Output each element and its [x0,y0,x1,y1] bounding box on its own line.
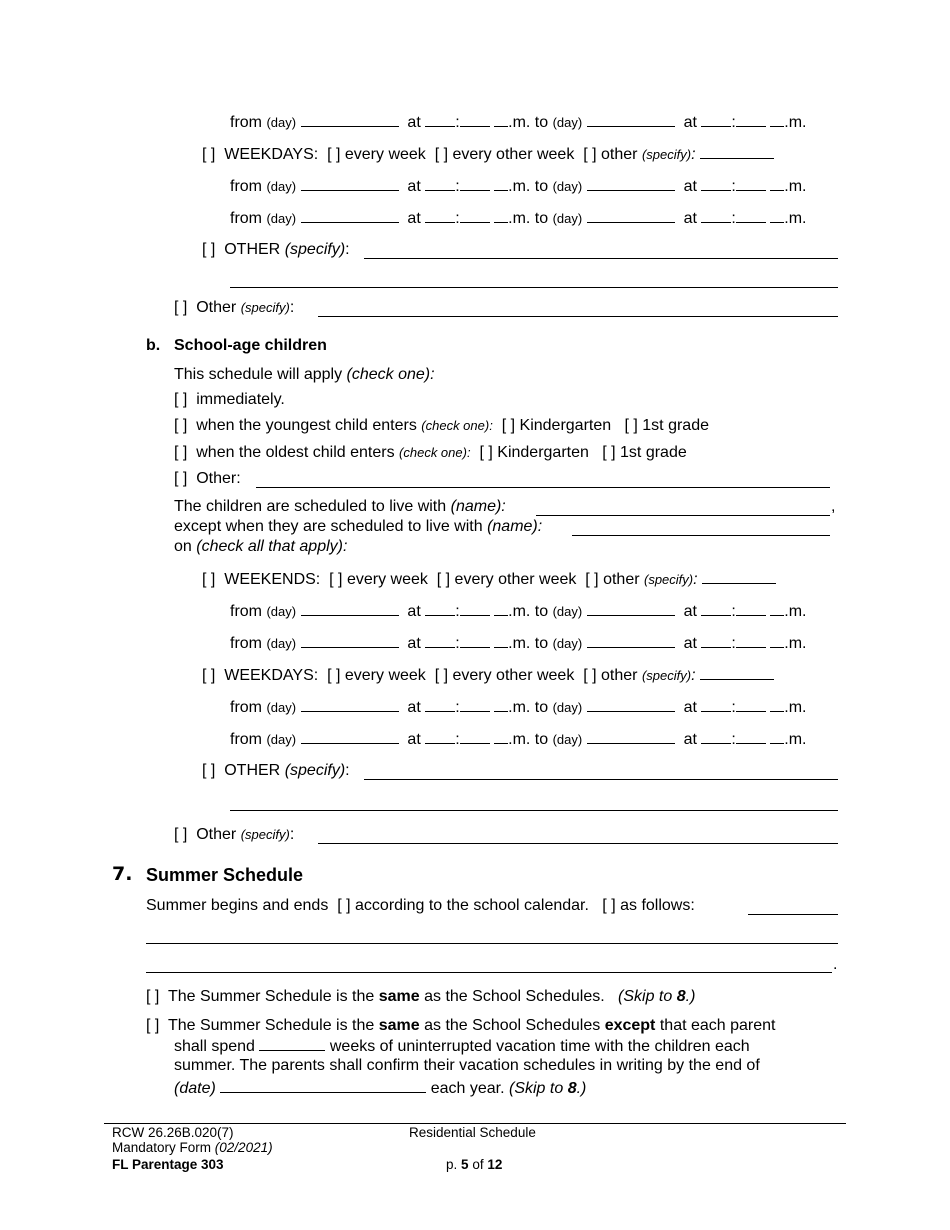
other-option: [ ] Other: [174,470,241,487]
checkbox[interactable]: [ ] [329,571,343,588]
as-follows-line-3[interactable] [146,972,832,973]
checkbox[interactable]: [ ] [585,571,599,588]
date-blank[interactable] [220,1078,426,1093]
same-option-2-line-4: (date) each year. (Skip to 8.) [174,1080,587,1097]
checkbox[interactable]: [ ] [174,826,188,843]
apply-line: This schedule will apply (check one): [174,366,435,383]
footer-page-number: p. 5 of 12 [446,1157,503,1172]
checkbox[interactable]: [ ] [174,417,188,434]
except-line: except when they are scheduled to live with (name): [174,518,543,535]
section-7-title: Summer Schedule [146,865,304,885]
time-row: from (day) at : .m. to (day) at : .m. [230,114,807,131]
checkbox[interactable]: [ ] [602,444,616,461]
other-specify-line[interactable] [364,258,838,259]
time-row: from (day) at : .m. to (day) at : .m. [230,603,807,620]
name-line-2[interactable] [572,535,830,536]
same-option-2: [ ] The Summer Schedule is the same as the School Schedules except that each parent [146,1017,776,1034]
weekdays-row: [ ] WEEKDAYS: [ ] every week [ ] every other week [ ] other (specify): [202,144,774,165]
checkbox[interactable]: [ ] [202,571,216,588]
checkbox[interactable]: [ ] [327,146,341,163]
section-b-title: School-age children [174,337,327,354]
footer-form-name: FL Parentage 303 [112,1157,224,1172]
same-option-2-line-2: shall spend weeks of uninterrupted vacation time with the children each [174,1038,750,1055]
as-follows-line-2[interactable] [146,943,838,944]
checkbox[interactable]: [ ] [583,667,597,684]
youngest-option: [ ] when the youngest child enters (check one): [ ] Kindergarten [ ] 1st grade [174,417,709,434]
time-row: from (day) at : .m. to (day) at : .m. [230,699,807,716]
checkbox[interactable]: [ ] [202,241,216,258]
other-line[interactable] [318,316,838,317]
time-row: from (day) at : .m. to (day) at : .m. [230,210,807,227]
same-option-1: [ ] The Summer Schedule is the same as the School Schedules. (Skip to 8.) [146,988,696,1005]
checkbox[interactable]: [ ] [174,470,188,487]
checkbox[interactable]: [ ] [501,417,516,434]
checkbox[interactable]: [ ] [174,299,188,316]
checkbox[interactable]: [ ] [327,667,341,684]
checkbox[interactable]: [ ] [479,444,493,461]
oldest-option: [ ] when the oldest child enters (check one): [ ] Kindergarten [ ] 1st grade [174,444,687,461]
checkbox[interactable]: [ ] [174,391,188,408]
other-specify-row: [ ] OTHER (specify): [202,762,350,779]
weekends-row: [ ] WEEKENDS: [ ] every week [ ] every other week [ ] other (specify): [202,569,776,590]
checkbox[interactable]: [ ] [624,417,638,434]
live-with-line: The children are scheduled to live with (name): [174,498,506,515]
weekdays-row: [ ] WEEKDAYS: [ ] every week [ ] every other week [ ] other (specify): [202,665,774,686]
checkbox[interactable]: [ ] [202,146,216,163]
weeks-blank[interactable] [259,1036,325,1051]
checkbox[interactable]: [ ] [174,444,188,461]
checkbox[interactable]: [ ] [202,762,216,779]
as-follows-line[interactable] [748,914,838,915]
other-line[interactable] [318,843,838,844]
other-specify-line-2[interactable] [230,810,838,811]
other-row: [ ] Other (specify): [174,826,295,843]
checkbox[interactable]: [ ] [146,1017,160,1034]
checkbox[interactable]: [ ] [146,988,160,1005]
checkbox[interactable]: [ ] [434,146,449,163]
checkbox[interactable]: [ ] [602,897,616,914]
checkbox[interactable]: [ ] [583,146,597,163]
name-line-1[interactable] [536,515,830,516]
footer-rcw: RCW 26.26B.020(7) [112,1125,234,1140]
other-specify-row: [ ] OTHER (specify): [202,241,350,258]
time-row: from (day) at : .m. to (day) at : .m. [230,178,807,195]
checkbox[interactable]: [ ] [337,897,351,914]
summer-begins-line: Summer begins and ends [ ] according to the school calendar. [ ] as follows: [146,897,695,914]
day-blank[interactable] [301,112,399,127]
section-b-label: b. [146,337,161,354]
on-line: on (check all that apply): [174,538,348,555]
footer-mandatory: Mandatory Form (02/2021) [112,1140,273,1155]
time-row: from (day) at : .m. to (day) at : .m. [230,731,807,748]
checkbox[interactable]: [ ] [202,667,216,684]
section-7-number: 7. [112,863,133,885]
time-row: from (day) at : .m. to (day) at : .m. [230,635,807,652]
same-option-2-line-3: summer. The parents shall confirm their vacation schedules in writing by the end of [174,1057,760,1074]
other-specify-line[interactable] [364,779,838,780]
immediately-option: [ ] immediately. [174,391,285,408]
checkbox[interactable]: [ ] [434,667,449,684]
footer-title: Residential Schedule [409,1125,536,1140]
other-row: [ ] Other (specify): [174,299,295,316]
footer-divider [104,1123,846,1124]
other-line[interactable] [256,487,830,488]
checkbox[interactable]: [ ] [436,571,451,588]
other-specify-line-2[interactable] [230,287,838,288]
